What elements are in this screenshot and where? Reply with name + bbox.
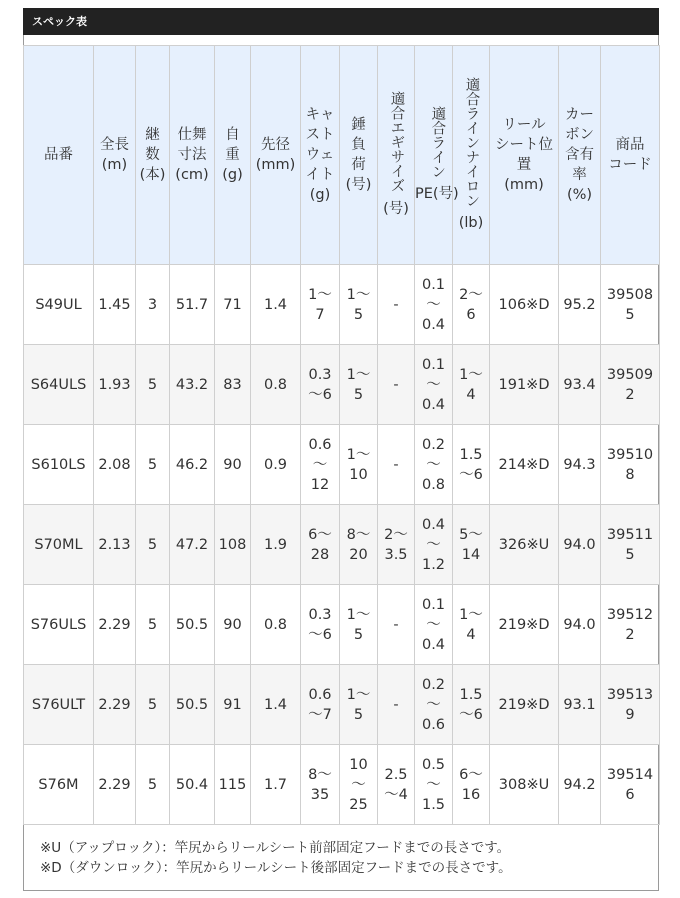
table-row xyxy=(24,505,660,585)
cell-tip-diameter: 0.8 xyxy=(251,345,301,425)
cell-sinker-load: 10 ～ 25 xyxy=(340,745,378,825)
col-line-nylon: 適合ラインナイロン (lb) xyxy=(453,46,490,265)
cell-pieces: 5 xyxy=(136,745,170,825)
cell-sinker-load: 1～ 5 xyxy=(340,665,378,745)
cell-product-code: 39512 2 xyxy=(601,585,660,665)
cell-weight: 108 xyxy=(215,505,251,585)
cell-egi-size: - xyxy=(378,425,415,505)
cell-weight: 90 xyxy=(215,585,251,665)
cell-closed-length: 43.2 xyxy=(170,345,215,425)
cell-line-nylon: 1～ 4 xyxy=(453,585,490,665)
section-title-bar xyxy=(23,8,659,35)
cell-closed-length: 47.2 xyxy=(170,505,215,585)
col-line-pe: 適合ライン PE(号) xyxy=(415,46,453,265)
cell-carbon-ratio: 93.4 xyxy=(559,345,601,425)
cell-pieces: 5 xyxy=(136,345,170,425)
col-closed-length: 仕舞 寸法 (cm) xyxy=(170,46,215,265)
cell-pieces: 5 xyxy=(136,425,170,505)
cell-closed-length: 50.5 xyxy=(170,665,215,745)
cell-carbon-ratio: 95.2 xyxy=(559,265,601,345)
cell-model: S76M xyxy=(24,745,94,825)
cell-closed-length: 46.2 xyxy=(170,425,215,505)
cell-closed-length: 50.4 xyxy=(170,745,215,825)
cell-tip-diameter: 1.4 xyxy=(251,265,301,345)
cell-line-pe: 0.1 ～ 0.4 xyxy=(415,345,453,425)
cell-length: 1.45 xyxy=(94,265,136,345)
cell-carbon-ratio: 94.3 xyxy=(559,425,601,505)
cell-closed-length: 50.5 xyxy=(170,585,215,665)
cell-product-code: 39513 9 xyxy=(601,665,660,745)
cell-tip-diameter: 1.7 xyxy=(251,745,301,825)
cell-length: 2.29 xyxy=(94,745,136,825)
cell-model: S76ULT xyxy=(24,665,94,745)
cell-egi-size: - xyxy=(378,265,415,345)
footnotes xyxy=(40,838,512,878)
cell-line-nylon: 5～ 14 xyxy=(453,505,490,585)
cell-model: S64ULS xyxy=(24,345,94,425)
col-weight: 自 重 (g) xyxy=(215,46,251,265)
cell-weight: 90 xyxy=(215,425,251,505)
cell-reel-seat: 191※D xyxy=(490,345,559,425)
cell-reel-seat: 308※U xyxy=(490,745,559,825)
cell-reel-seat: 214※D xyxy=(490,425,559,505)
cell-line-pe: 0.1 ～ 0.4 xyxy=(415,585,453,665)
cell-reel-seat: 219※D xyxy=(490,665,559,745)
cell-model: S70ML xyxy=(24,505,94,585)
col-product-code: 商品 コード xyxy=(601,46,660,265)
header-row xyxy=(24,46,660,265)
cell-line-pe: 0.1 ～ 0.4 xyxy=(415,265,453,345)
col-reel-seat: リール シート位 置 (mm) xyxy=(490,46,559,265)
footnote-downlock: ※D（ダウンロック）：竿尻からリールシート後部固定フードまでの長さです。 xyxy=(40,860,512,876)
cell-weight: 83 xyxy=(215,345,251,425)
cell-line-nylon: 1.5 ～6 xyxy=(453,665,490,745)
cell-sinker-load: 1～ 5 xyxy=(340,585,378,665)
cell-reel-seat: 219※D xyxy=(490,585,559,665)
table-row xyxy=(24,265,660,345)
cell-line-pe: 0.4 ～ 1.2 xyxy=(415,505,453,585)
cell-product-code: 39514 6 xyxy=(601,745,660,825)
cell-cast-weight: 0.3 ～6 xyxy=(301,585,340,665)
cell-carbon-ratio: 94.0 xyxy=(559,585,601,665)
cell-egi-size: 2.5 ～4 xyxy=(378,745,415,825)
col-egi-size: 適合エギサイズ (号) xyxy=(378,46,415,265)
col-cast-weight: キャ スト ウェ イト (g) xyxy=(301,46,340,265)
col-sinker-load: 錘 負 荷 (号) xyxy=(340,46,378,265)
cell-tip-diameter: 1.4 xyxy=(251,665,301,745)
cell-line-nylon: 1.5 ～6 xyxy=(453,425,490,505)
footnote-uplock: ※U（アップロック）：竿尻からリールシート前部固定フードまでの長さです。 xyxy=(40,840,511,856)
col-carbon-ratio: カー ボン 含有 率 (%) xyxy=(559,46,601,265)
cell-cast-weight: 6～ 28 xyxy=(301,505,340,585)
cell-reel-seat: 326※U xyxy=(490,505,559,585)
cell-weight: 91 xyxy=(215,665,251,745)
cell-tip-diameter: 0.8 xyxy=(251,585,301,665)
cell-pieces: 5 xyxy=(136,665,170,745)
cell-pieces: 5 xyxy=(136,505,170,585)
cell-model: S76ULS xyxy=(24,585,94,665)
cell-product-code: 39509 2 xyxy=(601,345,660,425)
cell-cast-weight: 1～ 7 xyxy=(301,265,340,345)
cell-product-code: 39508 5 xyxy=(601,265,660,345)
cell-egi-size: - xyxy=(378,665,415,745)
cell-sinker-load: 1～ 5 xyxy=(340,345,378,425)
cell-line-pe: 0.2 ～ 0.6 xyxy=(415,665,453,745)
cell-closed-length: 51.7 xyxy=(170,265,215,345)
cell-carbon-ratio: 94.2 xyxy=(559,745,601,825)
cell-egi-size: - xyxy=(378,345,415,425)
cell-reel-seat: 106※D xyxy=(490,265,559,345)
cell-length: 2.13 xyxy=(94,505,136,585)
table-row xyxy=(24,585,660,665)
cell-sinker-load: 1～ 10 xyxy=(340,425,378,505)
cell-cast-weight: 0.6 ～7 xyxy=(301,665,340,745)
cell-cast-weight: 0.3 ～6 xyxy=(301,345,340,425)
cell-tip-diameter: 1.9 xyxy=(251,505,301,585)
col-pieces: 継 数 (本) xyxy=(136,46,170,265)
table-row xyxy=(24,665,660,745)
cell-sinker-load: 1～ 5 xyxy=(340,265,378,345)
cell-cast-weight: 8～ 35 xyxy=(301,745,340,825)
cell-product-code: 39510 8 xyxy=(601,425,660,505)
col-tip-diameter: 先径 (mm) xyxy=(251,46,301,265)
cell-carbon-ratio: 93.1 xyxy=(559,665,601,745)
cell-egi-size: - xyxy=(378,585,415,665)
cell-pieces: 5 xyxy=(136,585,170,665)
cell-weight: 71 xyxy=(215,265,251,345)
cell-line-nylon: 2～ 6 xyxy=(453,265,490,345)
cell-length: 2.08 xyxy=(94,425,136,505)
cell-length: 2.29 xyxy=(94,585,136,665)
cell-line-pe: 0.5 ～ 1.5 xyxy=(415,745,453,825)
cell-product-code: 39511 5 xyxy=(601,505,660,585)
spec-table xyxy=(23,45,660,825)
cell-pieces: 3 xyxy=(136,265,170,345)
table-row xyxy=(24,745,660,825)
col-length: 全長 (m) xyxy=(94,46,136,265)
section-title: スペック表 xyxy=(32,15,87,28)
cell-weight: 115 xyxy=(215,745,251,825)
cell-length: 2.29 xyxy=(94,665,136,745)
cell-model: S610LS xyxy=(24,425,94,505)
table-row xyxy=(24,425,660,505)
table-row xyxy=(24,345,660,425)
cell-line-nylon: 6～ 16 xyxy=(453,745,490,825)
cell-model: S49UL xyxy=(24,265,94,345)
cell-line-nylon: 1～ 4 xyxy=(453,345,490,425)
cell-cast-weight: 0.6 ～ 12 xyxy=(301,425,340,505)
cell-length: 1.93 xyxy=(94,345,136,425)
col-model: 品番 xyxy=(24,46,94,265)
cell-carbon-ratio: 94.0 xyxy=(559,505,601,585)
cell-tip-diameter: 0.9 xyxy=(251,425,301,505)
cell-line-pe: 0.2 ～ 0.8 xyxy=(415,425,453,505)
cell-egi-size: 2～ 3.5 xyxy=(378,505,415,585)
cell-sinker-load: 8～ 20 xyxy=(340,505,378,585)
